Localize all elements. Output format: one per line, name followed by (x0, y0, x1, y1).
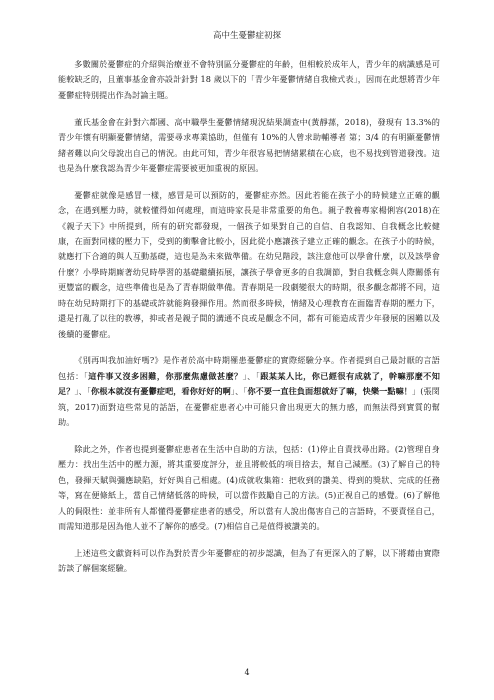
quoted-phrase: 跟某某人比，你已經很有成就了，幹嘛那麼不知足？ (58, 370, 440, 397)
paragraph-survey (58, 115, 440, 177)
quoted-phrase: 你根本就沒有憂鬱症吧，看你好好的啊 (91, 386, 231, 397)
text-run: 」(張閔筑，2017)面對這些常見的話語，在憂鬱症患者心中可能只會出現更大的無力感，而無法得到實質的幫助。 (58, 386, 440, 428)
paragraph-prevention (58, 188, 440, 342)
text-run: 憂鬱症就像是感冒一樣，感冒是可以預防的，憂鬱症亦然。因此若能在孩子小的時候建立正確的觀念，在遇到壓力時，就較懂得如何處理，而這時家長是非常重要的角色。親子教養專家楊俐容(2018)在《親子天下》中所提到，所有的研究都發現，一個孩子如果對自己的自信、自我認知、自我概念比較健康，在面對同樣的壓力下，受到的衝擊會比較小，因此從小應讓孩子建立正確的觀念。在孩子小的時候，就應打下合適的與人互動基礎，這也是為未來做準備。在幼兒階段，該注意他可以學會什麼，以及該學會什麼？小學時期廝著幼兒時學習的基礎繼續拓展，讓孩子學會更多的自我調節，對自我概念與人際關係有更豐富的觀念，這些準備也是為了青春期做準備。青春期是一段劇變很大的時期，很多觀念都將不同，這時在幼兒時期打下的基礎或許就能夠發揮作用。然而很多時候，情緒及心理教育在面臨青春期的壓力下，還是打亂了以往的教導，抑或者是親子間的溝通不良或是觀念不同，都有可能造成青少年發展的困難以及後續的憂鬱症。 (58, 189, 440, 339)
text-run: 」、「 (74, 386, 92, 397)
quoted-phrase: 你不要一直往負面想就好了嘛，快樂一點嘛！ (247, 386, 413, 397)
text-run: 」、「 (242, 370, 261, 381)
page-header: 高中生憂鬱症初探 (212, 31, 281, 41)
document-body (58, 57, 440, 588)
paragraph-self-help (58, 442, 440, 534)
text-run: 」、「 (230, 386, 248, 397)
paragraph-intro (58, 57, 440, 103)
text-run: 除此之外，作者也提到憂鬱症患者在生活中自助的方法，包括：(1)停止自責找尋出路。(2)管理自身壓力：找出生活中的壓力源，將其重要度評分，並且將較低的項目捨去，幫自己減壓。(3)了解自己的特色，發揮天賦與彌應缺陷，好好與自己相處。(4)成就收集箱：把收到的讚美、得到的獎狀、完成的任務等，寫在便條紙上，當自己情緒低落的時候，可以當作鼓勵自己的方法。(5)正視自己的感覺。(6)了解他人的侷限性：並非所有人都懂得憂鬱症患者的感受，所以當有人說出傷害自己的言語時，不要責怪自己，而需知道那是因為他人並不了解你的感受。(7)相信自己是值得被讚美的。 (58, 443, 440, 531)
text-run: 多數關於憂鬱症的介紹與治療並不會特別區分憂鬱症的年齡，但相較於成年人，青少年的病識感是可能較缺乏的，且董事基金會亦設計針對 18 歲以下的「青少年憂鬱情緒自我檢式表」，因而在此想將青少年憂鬱症特別提出作為討論主題。 (58, 59, 440, 100)
page-number: 4 (244, 668, 250, 677)
text-run: 董氏基金會在針對六都國、高中職學生憂鬱情緒現況結果調查中(黃靜蓀，2018)，發現有 13.3%的青少年懷有明顯憂鬱情緒，需要尋求專業協助，但僅有 10%的人曾求助輔導者 第；3/4 的有明顯憂鬱情緒者難以向父母說出自己的情況。由此可知，青少年很容易把情緒累積在心底，也不易找到管道發洩。這也是為什麼我認為青少年憂鬱症需要被更加重視的原因。 (58, 116, 440, 173)
text-run: 上述這些文獻資料可以作為對於青少年憂鬱症的初步認識，但為了有更深入的了解，以下將藉由實際訪談了解個案經驗。 (58, 547, 440, 574)
paragraph-conclusion (58, 546, 440, 577)
quoted-phrase: 這件事又沒多困難，你那麼焦慮做甚麼？ (88, 370, 243, 381)
paragraph-book-quotes (58, 353, 440, 430)
text-run: 《別再叫我加油好嗎?》是作者於高中時期罹患憂鬱症的實際經驗分享。作者提到自己最討厭的言語包括：「 (58, 355, 440, 381)
